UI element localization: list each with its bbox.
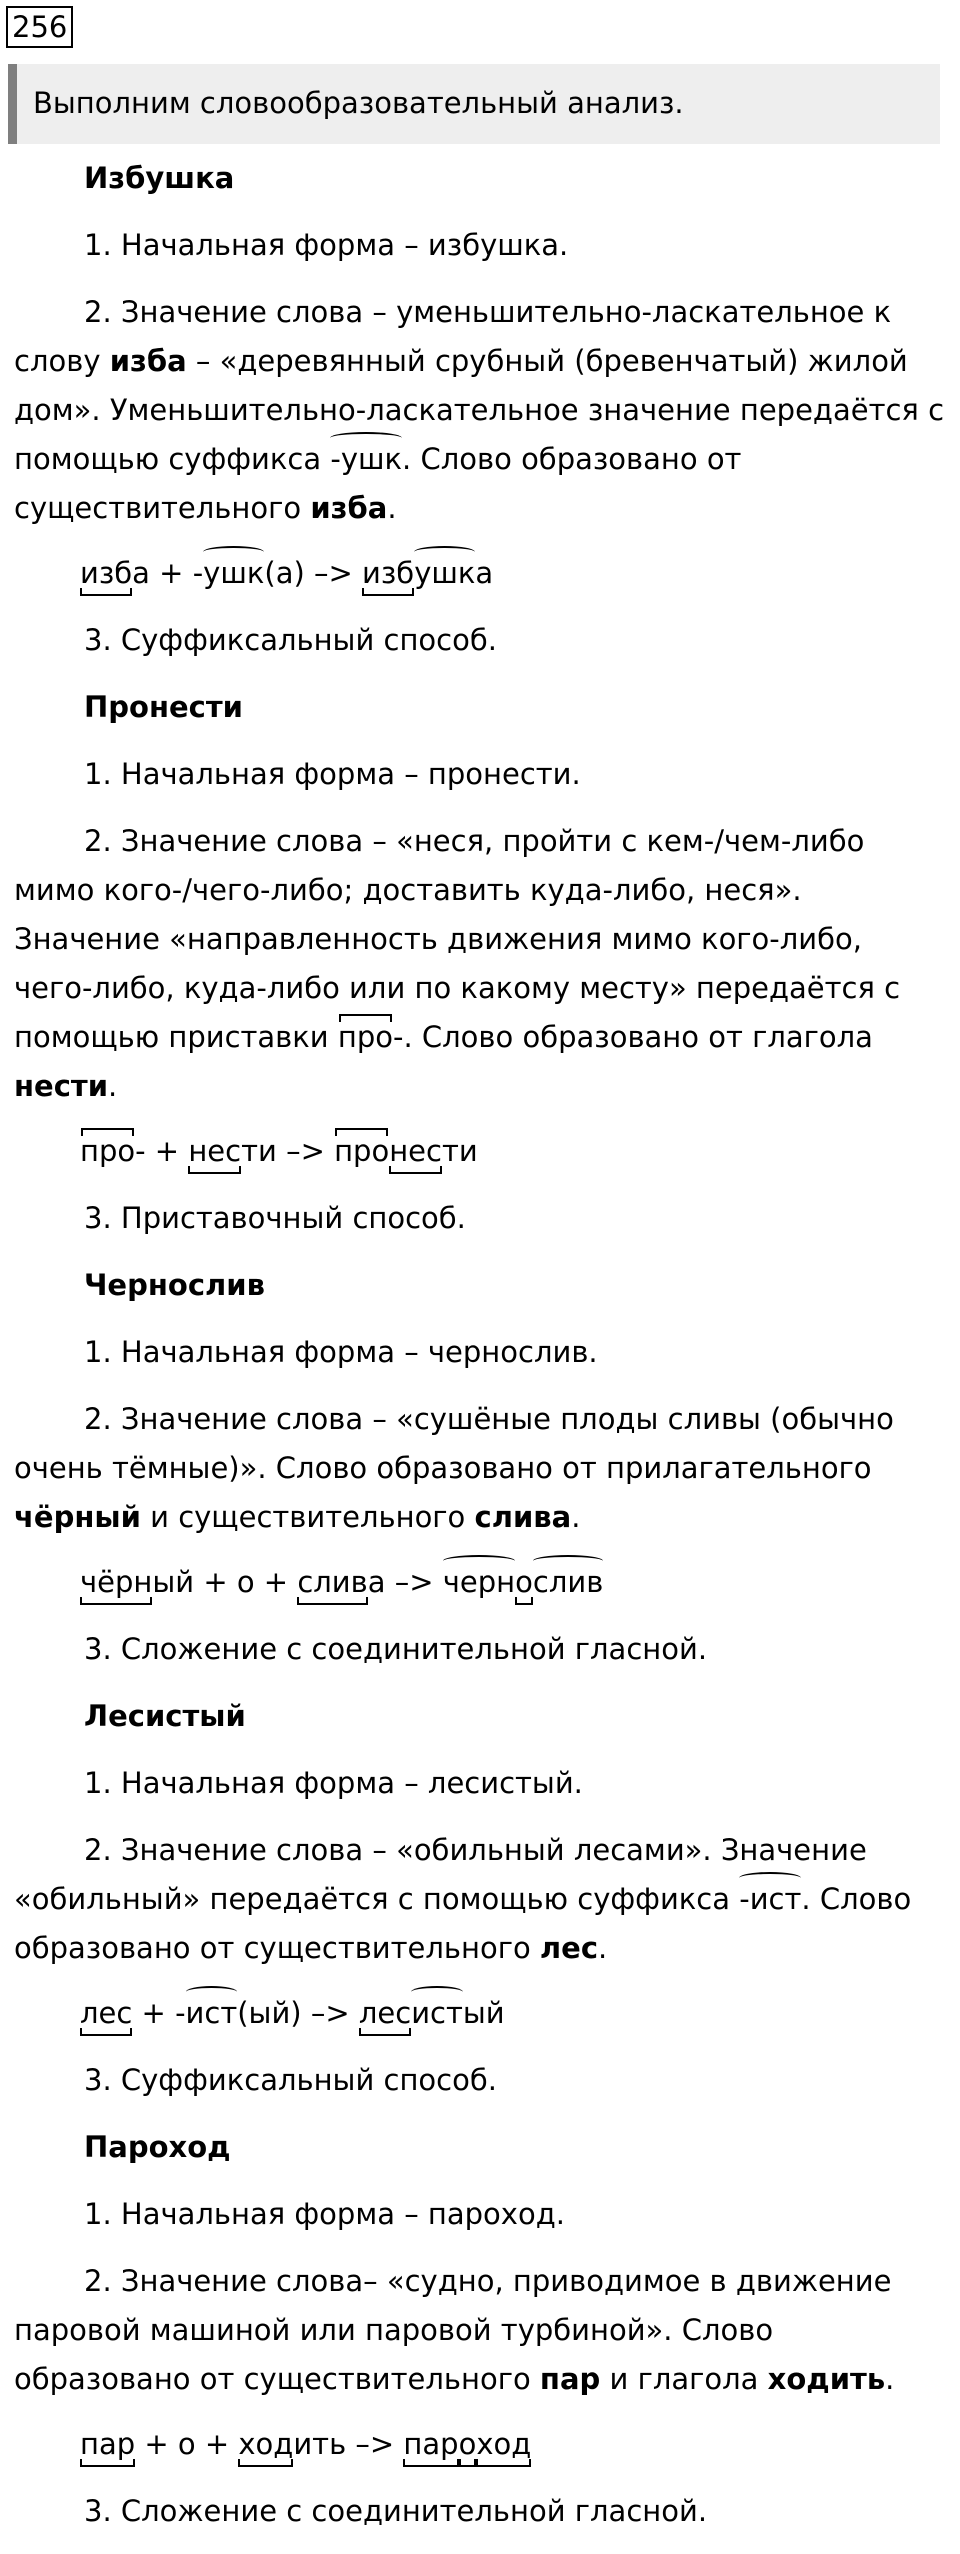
root-mark: изб [80,556,133,590]
entry-chernosliv [0,1261,960,1674]
entry-heading: Избушка [84,161,235,195]
derivation-formula: чёрный + о + слива –> чернослив [80,1565,604,1599]
intro-text: Выполним словообразовательный анализ. [33,86,684,120]
root-arc: черн [442,1565,516,1599]
root-mark: лес [80,1996,133,2030]
initial-form: 1. Начальная форма – пронести. [84,757,581,791]
suffix-mark: ист [411,1996,463,2030]
suffix-mark: ист [185,1996,238,2030]
initial-form: 1. Начальная форма – чернослив. [84,1335,598,1369]
entry-heading: Чернослив [84,1268,265,1302]
derivation-formula: лес + -ист(ый) –> лесистый [80,1996,505,2030]
root-mark: изб [362,556,415,590]
root-mark: нес [188,1134,242,1168]
intro-banner [8,64,940,144]
interfix-mark: о [458,2427,477,2461]
meaning-paragraph: 2. Значение слова – уменьшительно-ласкательное к слову изба – «деревянный срубный (бревенчатый) жилой дом». Уменьшительно-ласкательное значение передаётся с помощью суффикса -ушк. Слово образовано от существительного изба. [14,295,945,525]
initial-form: 1. Начальная форма – пароход. [84,2197,565,2231]
meaning-paragraph: 2. Значение слова – «сушёные плоды сливы (обычно очень тёмные)». Слово образовано от прилагательного чёрный и существительного слива. [14,1402,894,1534]
suffix-mark: -ист [739,1882,802,1916]
suffix-mark: ушк [414,556,476,590]
method: 3. Суффиксальный способ. [84,623,497,657]
derivation-formula: пар + о + ходить –> пароход [80,2427,532,2461]
entry-pronesti [0,683,960,1243]
meaning-paragraph: 2. Значение слова – «неся, пройти с кем-/чем-либо мимо кого-/чего-либо; доставить куда-либо, неся». Значение «направленность движения мимо кого-либо, чего-либо, куда-либо или по какому месту» передаётся с помощью приставки про-. Слово образовано от глагола нести. [14,824,901,1103]
root-mark: пар [403,2427,459,2461]
root-mark: лес [358,1996,412,2030]
derivation-formula: изба + -ушк(а) –> избушка [80,556,494,590]
root-mark: ход [238,2427,294,2461]
method: 3. Суффиксальный способ. [84,2063,497,2097]
task-number: 256 [6,6,73,48]
prefix-mark: про [334,1134,390,1168]
suffix-mark: -ушк [330,442,403,476]
entry-parokhod [0,2123,960,2536]
analysis-content [0,144,960,2554]
entry-heading: Пронести [84,690,243,724]
root-mark: нес [389,1134,442,1168]
root-mark: слив [297,1565,368,1599]
meaning-paragraph: 2. Значение слова – «обильный лесами». Значение «обильный» передаётся с помощью суффикса -ист. Слово образовано от существительного лес. [14,1833,912,1965]
entry-lesistyi [0,1692,960,2105]
meaning-paragraph: 2. Значение слова– «судно, приводимое в движение паровой машиной или паровой турбиной». Слово образовано от существительного пар и глагола ходить. [14,2264,895,2396]
entry-heading: Пароход [84,2130,231,2164]
method: 3. Сложение с соединительной гласной. [84,2494,708,2528]
entry-heading: Лесистый [84,1699,246,1733]
root-mark: ход [476,2427,532,2461]
prefix-mark: про [80,1134,136,1168]
root-arc: слив [532,1565,604,1599]
interfix-mark: о [515,1565,533,1599]
derivation-formula: про- + нести –> пронести [80,1134,478,1168]
initial-form: 1. Начальная форма – лесистый. [84,1766,583,1800]
prefix-mark: про [337,1020,393,1054]
suffix-mark: ушк [203,556,265,590]
method: 3. Сложение с соединительной гласной. [84,1632,708,1666]
method: 3. Приставочный способ. [84,1201,466,1235]
entry-izbushka [0,154,960,665]
root-mark: чёрн [80,1565,153,1599]
root-mark: пар [80,2427,136,2461]
initial-form: 1. Начальная форма – избушка. [84,228,569,262]
